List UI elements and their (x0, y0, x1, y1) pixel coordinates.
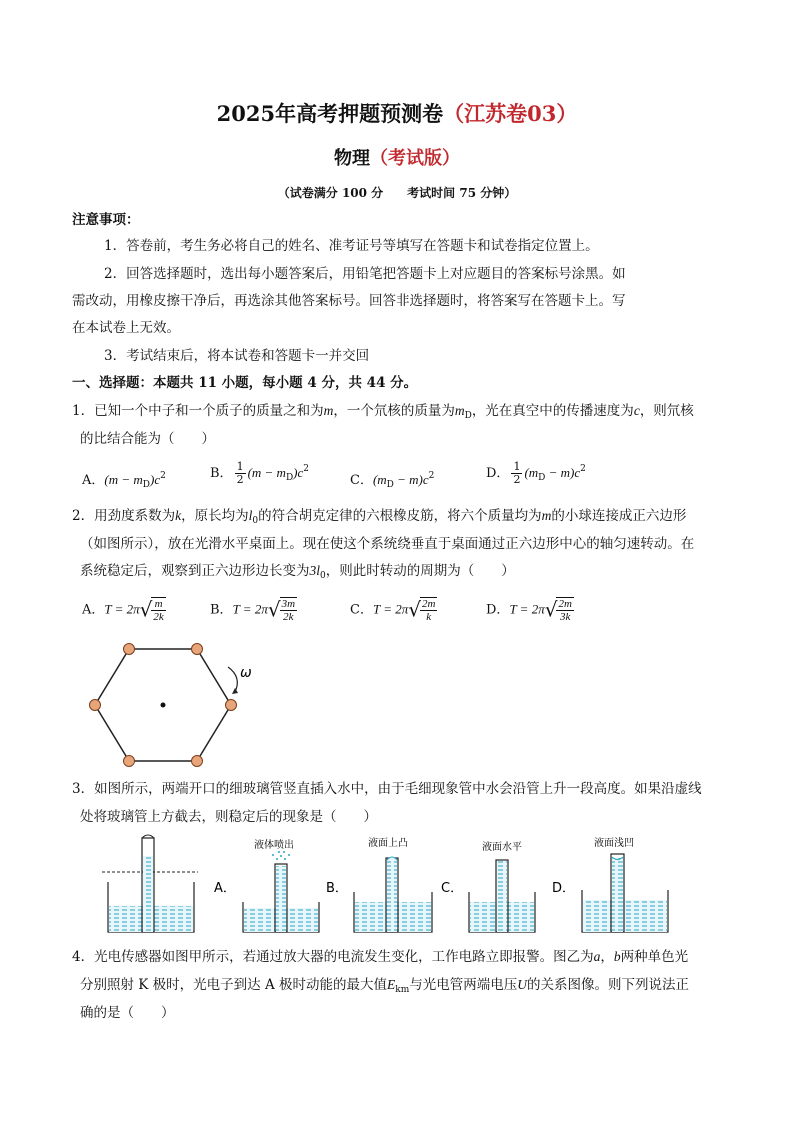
option-c-figure (469, 840, 535, 932)
page-subtitle (0, 144, 794, 170)
ball (90, 700, 101, 711)
q2-line-1: 2．用劲度系数为k，原长均为$l_0$的符合胡克定律的六根橡皮筋，将六个质量均为m的小球连接成正六边形 (72, 508, 687, 526)
option-d-figure (582, 836, 668, 932)
sqrt-sign: √ $\frac{3m}{2k}$ (267, 597, 296, 623)
q4-line-3: 确的是（ ） (80, 1005, 175, 1021)
ball (124, 756, 135, 767)
q3-option-d-label[interactable]: D． (552, 881, 576, 896)
section-title: 一、选择题：本题共 11 小题，每小题 4 分，共 44 分。 (72, 375, 418, 391)
q2-line-3: 系统稳定后，观察到正六边形边长变为$3l_0$，则此时转动的周期为（ ） (80, 563, 515, 581)
note-item-3: 3．考试结束后，将本试卷和答题卡一并交回 (104, 348, 370, 364)
caption-c: 液面水平 (482, 842, 522, 853)
caption-d: 液面浅凹 (594, 838, 634, 849)
sqrt-sign: √ $\frac{m}{2k}$ (139, 597, 164, 623)
arrow-head-icon (232, 688, 238, 694)
capillary-figures (98, 832, 688, 940)
q4-line-2: 分别照射 K 极时，光电子到达 A 极时动能的最大值$E_{km}$与光电管两端电压U的关系图像。则下列说法正 (80, 977, 689, 995)
q3-option-c-label[interactable]: C． (441, 881, 464, 896)
sqrt-sign: √ $\frac{2m}{k}$ (408, 597, 436, 623)
q1-line-2: 的比结合能为（ ） (80, 431, 215, 447)
spray-droplets (272, 851, 290, 860)
exam-info: （试卷满分 100 分 考试时间 75 分钟） (277, 186, 517, 200)
original-setup (102, 835, 198, 932)
hexagon-figure (82, 640, 262, 775)
rotation-arrow-icon (228, 667, 237, 692)
option-a-figure (243, 838, 319, 932)
q1-option-d[interactable]: D． $\frac{1}{2}$ $(m_D - m)c^2$ (486, 460, 586, 486)
page-title (0, 98, 794, 128)
ball (124, 644, 135, 655)
note-item-1: 1．答卷前，考生务必将自己的姓名、准考证号等填写在答题卡和试卷指定位置上。 (104, 238, 599, 254)
q3-option-a-label[interactable]: A． (214, 881, 236, 896)
sqrt-sign: √ $\frac{2m}{3k}$ (544, 597, 572, 623)
q2-option-a[interactable]: A．T = 2π√ $\frac{m}{2k}$ (82, 597, 168, 623)
q1-option-c[interactable]: C．$(m_D - m)c^2$ (350, 471, 435, 490)
subtitle-main: 物理 (334, 148, 370, 169)
ball (226, 700, 237, 711)
fraction: $\frac{1}{2}$ (513, 460, 521, 486)
subtitle-suffix: （考试版） (370, 148, 460, 169)
caption-a: 液体喷出 (254, 840, 294, 851)
notes-heading: 注意事项： (72, 212, 140, 228)
q1-option-a[interactable]: A．$(m - m_D)c^2$ (82, 471, 166, 490)
option-b-figure (354, 836, 432, 932)
omega-label: ω (240, 665, 252, 681)
q1-line-1: 1．已知一个中子和一个质子的质量之和为m，一个氘核的质量为$m_D$，光在真空中的传播速度为c，则氘核 (72, 403, 694, 421)
center-dot (161, 703, 166, 708)
q1-option-b[interactable]: B． $\frac{1}{2}$ $(m - m_D)c^2$ (210, 460, 310, 486)
title-suffix: （江苏卷03） (443, 101, 578, 126)
fraction: $\frac{1}{2}$ (236, 460, 244, 486)
q3-option-b-label[interactable]: B． (326, 881, 348, 896)
q2-option-c[interactable]: C．T = 2π√ $\frac{2m}{k}$ (350, 597, 439, 623)
title-main: 2025年高考押题预测卷 (216, 101, 444, 126)
q3-line-2: 处将玻璃管上方截去，则稳定后的现象是（ ） (80, 809, 377, 825)
q3-line-1: 3．如图所示，两端开口的细玻璃管竖直插入水中，由于毛细现象管中水会沿管上升一段高度。如果沿虚线 (72, 781, 702, 797)
note-item-2: 2．回答选择题时，选出每小题答案后，用铅笔把答题卡上对应题目的答案标号涂黑。如 (104, 266, 626, 282)
q2-option-b[interactable]: B．T = 2π√ $\frac{3m}{2k}$ (210, 597, 299, 623)
ball (192, 756, 203, 767)
q2-line-2: （如图所示），放在光滑水平桌面上。现在使这个系统绕垂直于桌面通过正六边形中心的轴匀速转动。在 (80, 536, 695, 552)
note-item-2-cont: 需改动，用橡皮擦干净后，再选涂其他答案标号。回答非选择题时，将答案写在答题卡上。写 (72, 293, 626, 309)
note-item-2-end: 在本试卷上无效。 (72, 320, 180, 336)
ball (192, 644, 203, 655)
q4-line-1: 4．光电传感器如图甲所示，若通过放大器的电流发生变化，工作电路立即报警。图乙为a，b两种单色光 (72, 949, 689, 965)
q2-option-d[interactable]: D．T = 2π√ $\frac{2m}{3k}$ (486, 597, 576, 623)
caption-b: 液面上凸 (368, 838, 408, 849)
